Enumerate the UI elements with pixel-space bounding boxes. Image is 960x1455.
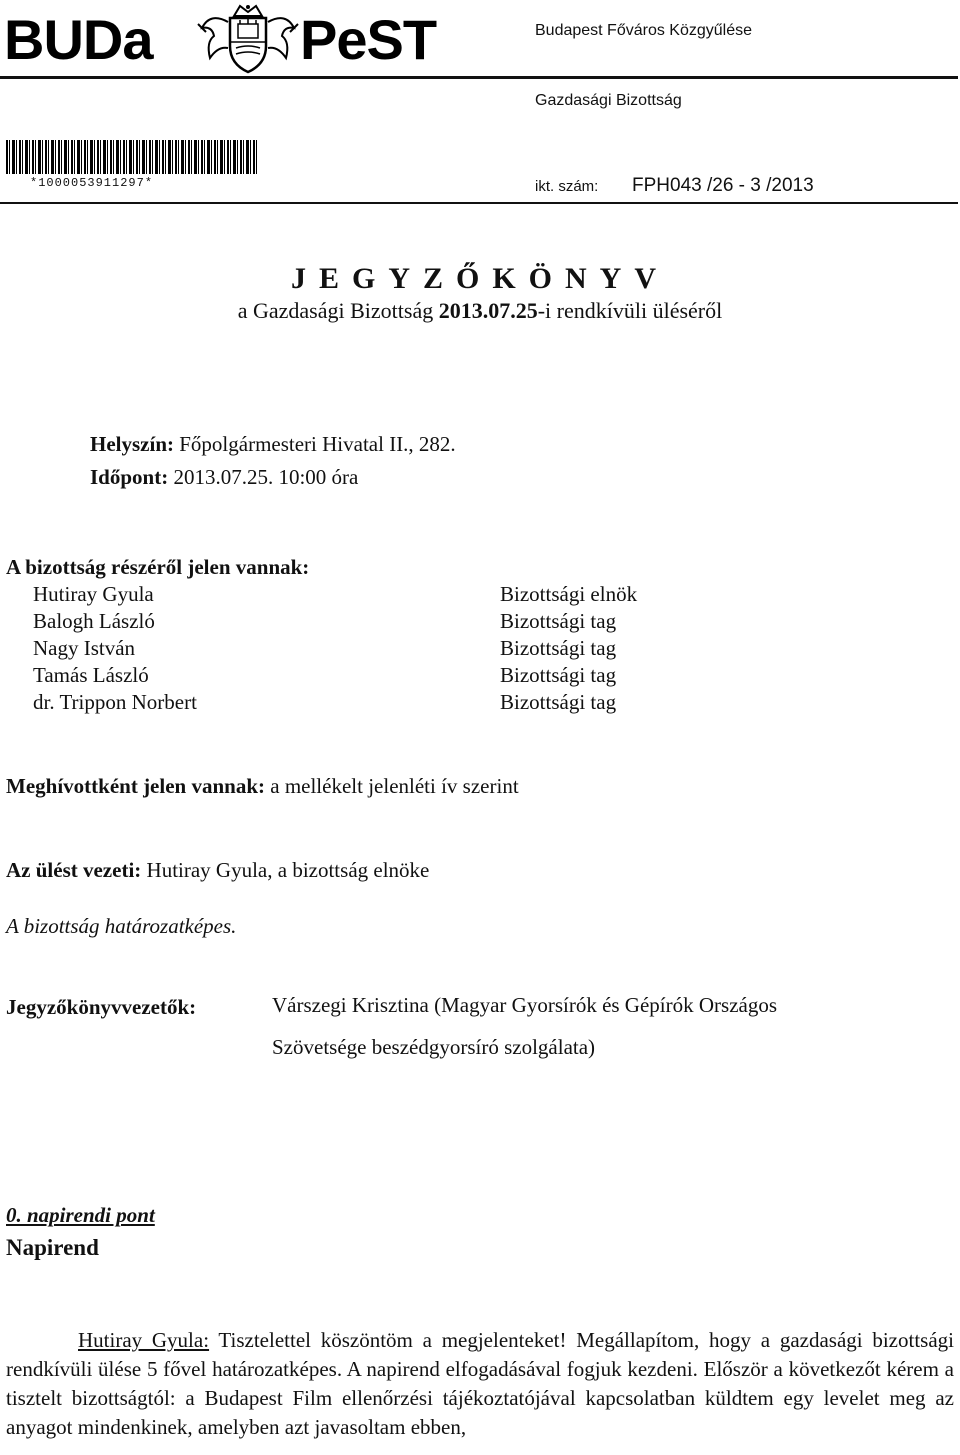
member-name: Balogh László [33, 609, 155, 633]
registration-number: FPH043 /26 - 3 /2013 [632, 175, 814, 196]
invited-value: a mellékelt jelenléti ív szerint [270, 774, 519, 798]
logo-text-right: PeST [300, 8, 437, 71]
member-role: Bizottsági tag [500, 690, 617, 714]
agenda-point: 0. napirendi pont [6, 1203, 155, 1227]
coat-of-arms-icon [192, 2, 304, 78]
committee-name: Gazdasági Bizottság [535, 92, 682, 109]
agenda-heading: Napirend [6, 1235, 99, 1260]
subtitle-prefix: a Gazdasági Bizottság [237, 298, 439, 323]
document-subtitle [0, 298, 960, 324]
time-value: 2013.07.25. 10:00 óra [173, 465, 359, 489]
recorders-label: Jegyzőkönyvvezetők: [6, 995, 197, 1019]
location-label: Helyszín: [90, 432, 174, 456]
organization-name: Budapest Főváros Közgyűlése [535, 22, 753, 39]
speech-paragraph [6, 1326, 954, 1442]
member-role: Bizottsági tag [500, 636, 617, 660]
member-name: Nagy István [33, 636, 136, 660]
barcode-number: *1000053911297* [30, 176, 154, 190]
chair-line [6, 858, 429, 883]
registration-rule [0, 202, 958, 204]
invited-line [6, 774, 519, 799]
member-role: Bizottsági tag [500, 663, 617, 687]
subtitle-date: 2013.07.25 [438, 298, 538, 323]
subtitle-suffix: -i rendkívüli üléséről [537, 298, 723, 323]
time-line [90, 465, 358, 490]
time-label: Időpont: [90, 465, 169, 489]
member-name: dr. Trippon Norbert [33, 690, 197, 714]
chair-label: Az ülést vezeti: [6, 858, 142, 882]
header-rule [0, 76, 958, 79]
barcode [6, 140, 258, 174]
location-value: Főpolgármesteri Hivatal II., 282. [179, 432, 456, 456]
logo-text-left: BUDa [4, 8, 153, 71]
document-title: JEGYZŐKÖNYV [290, 262, 670, 295]
member-name: Hutiray Gyula [33, 582, 154, 606]
quorum-note: A bizottság határozatképes. [6, 914, 237, 938]
location-line [90, 432, 456, 457]
speaker-name: Hutiray Gyula: [78, 1328, 210, 1352]
member-role: Bizottsági elnök [500, 582, 638, 606]
member-name: Tamás László [33, 663, 149, 687]
chair-value: Hutiray Gyula, a bizottság elnöke [146, 858, 430, 882]
present-heading: A bizottság részéről jelen vannak: [6, 555, 310, 579]
recorders-line-2: Szövetsége beszédgyorsíró szolgálata) [272, 1035, 596, 1059]
registration-label: ikt. szám: [535, 178, 599, 195]
member-role: Bizottsági tag [500, 609, 617, 633]
speech-text: Tisztelettel köszöntöm a megjelenteket! Megállapítom, hogy a gazdasági bizottsági rendkívüli ülése 5 fővel határozatképes. A napirend elfogadásával fogjuk kezdeni. Először a következőt kérem a tisztelt bizottságtól: a Budapest Film ellenőrzési tájékoztatójával kapcsolatban küldtem egy levelet meg az anyagot mindenkinek, amelyben azt javasoltam ebben, [6, 1328, 955, 1439]
invited-label: Meghívottként jelen vannak: [6, 774, 265, 798]
recorders-line-1: Várszegi Krisztina (Magyar Gyorsírók és Gépírók Országos [272, 993, 778, 1017]
